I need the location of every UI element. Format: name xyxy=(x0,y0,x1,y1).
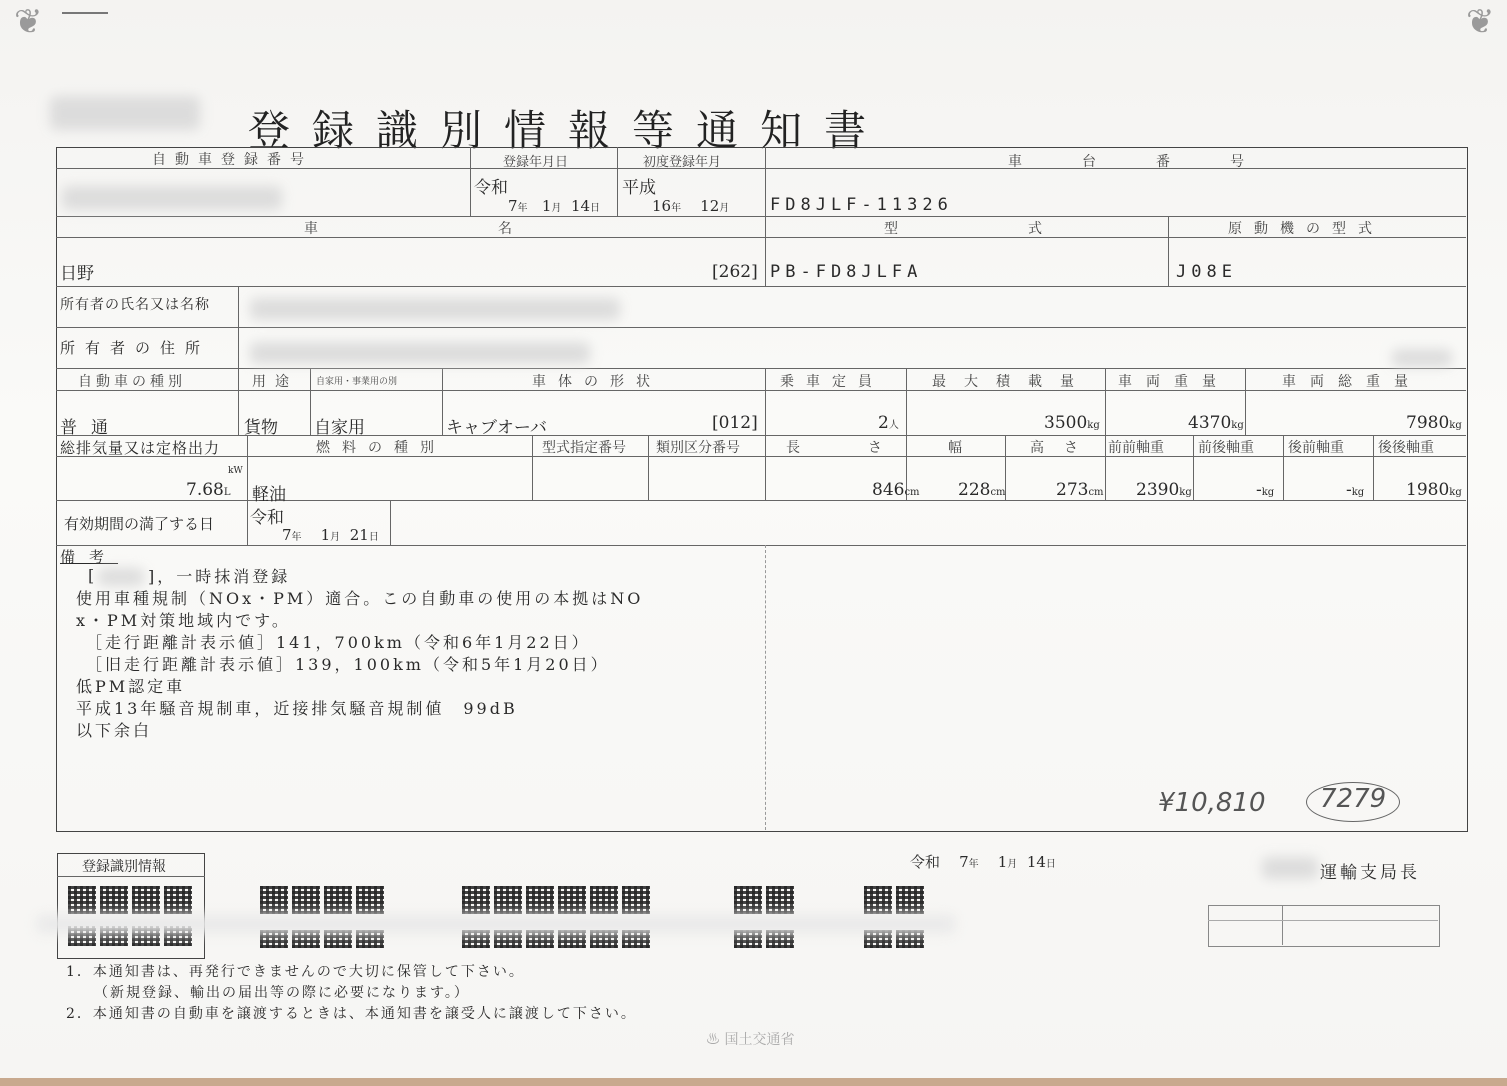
header-rr-axle: 後後軸重 xyxy=(1378,440,1434,456)
fr-axle-number: - xyxy=(1256,480,1262,500)
reg-era: 令和 xyxy=(474,178,508,198)
qr-code-icon xyxy=(292,886,320,914)
rr-axle-number: 1980 xyxy=(1406,480,1450,500)
header-capacity: 乗車定員 xyxy=(780,374,884,390)
displacement-number: 7.68 xyxy=(186,480,224,500)
body-code-value: [012] xyxy=(712,413,758,433)
issue-day: 14 xyxy=(1026,853,1046,871)
header-use: 用途 xyxy=(252,374,298,390)
redacted-area xyxy=(1392,349,1452,367)
remarks-line: x・PM対策地域内です。 xyxy=(76,611,291,630)
private-business-value: 自家用 xyxy=(314,418,365,438)
rf-axle-value xyxy=(1346,480,1364,500)
header-height-2: さ xyxy=(1064,440,1087,456)
unit: 年 xyxy=(517,203,528,214)
expiry-month: 1 xyxy=(320,526,331,544)
qr-code-icon xyxy=(526,886,554,914)
qr-code-icon xyxy=(590,886,618,914)
remarks-line: 平成13年騒音規制車，近接排気騒音規制値 99dB xyxy=(76,699,518,718)
unit: 日 xyxy=(590,203,601,214)
header-gross-weight: 車両総重量 xyxy=(1282,374,1422,390)
redacted-area xyxy=(250,298,620,320)
model-value: PB-FD8JLFA xyxy=(770,262,923,282)
ff-axle-number: 2390 xyxy=(1136,480,1180,500)
use-value: 貨物 xyxy=(244,418,278,438)
corner-line xyxy=(62,12,108,14)
redacted-area xyxy=(50,96,200,130)
unit: 日 xyxy=(368,532,379,543)
reg-day: 14 xyxy=(570,197,591,215)
unit: kg xyxy=(1231,420,1244,431)
issue-era: 令和 xyxy=(910,853,941,871)
unit: 月 xyxy=(719,203,730,214)
rf-axle-number: - xyxy=(1346,480,1352,500)
qr-code-icon xyxy=(164,886,192,914)
qr-code-icon xyxy=(558,886,586,914)
unit: 年 xyxy=(968,859,979,870)
header-expiry: 有効期間の満了する日 xyxy=(64,515,215,533)
reg-month: 1 xyxy=(541,197,552,215)
first-year: 16 xyxy=(652,197,672,215)
remarks-line: ［走行距離計表示値］141，700km（令和6年1月22日） xyxy=(86,633,591,652)
unit: kg xyxy=(1449,487,1462,498)
header-rf-axle: 後前軸重 xyxy=(1288,440,1344,456)
unit: 月 xyxy=(330,532,341,543)
rr-axle-value xyxy=(1406,480,1462,500)
qr-code-icon xyxy=(356,886,384,914)
header-category-no: 類別区分番号 xyxy=(656,440,740,456)
remarks-line: 低PM認定車 xyxy=(76,677,186,696)
expiry-year: 7 xyxy=(282,526,292,544)
displacement-value xyxy=(186,480,231,500)
unit: kg xyxy=(1351,487,1365,498)
note-line: 2．本通知書の自動車を譲渡するときは、本通知書を譲受人に譲渡して下さい。 xyxy=(66,1006,637,1022)
header-body-shape: 車体の形状 xyxy=(532,374,662,390)
unit: kg xyxy=(1087,420,1100,431)
unit: cm xyxy=(904,487,920,498)
unit: 月 xyxy=(1007,859,1018,870)
qr-code-icon xyxy=(462,886,490,914)
width-number: 228 xyxy=(958,480,991,500)
header-vehicle-weight: 車両重量 xyxy=(1118,374,1230,390)
chassis-no-value: FD8JLF-11326 xyxy=(770,195,953,215)
header-car-name: 車名 xyxy=(304,221,692,237)
car-name-value: 日野 xyxy=(60,264,94,284)
qr-code-icon xyxy=(68,886,96,914)
gross-weight-number: 7980 xyxy=(1406,413,1450,433)
qr-code-icon xyxy=(734,886,762,914)
ministry-logo-icon: ♨ xyxy=(706,1032,720,1048)
ministry-logo xyxy=(706,1029,794,1049)
header-type-designation: 型式指定番号 xyxy=(542,440,626,456)
note-line: （新規登録、輸出の届出等の際に必要になります。） xyxy=(94,985,470,1001)
note-line: 1．本通知書は、再発行できませんので大切に保管して下さい。 xyxy=(66,964,525,980)
header-height: 高 xyxy=(1030,440,1053,456)
max-load-value xyxy=(1044,413,1100,433)
document-title: 登録識別情報等通知書 xyxy=(248,106,889,155)
header-chassis-no: 車台番号 xyxy=(1008,154,1304,170)
capacity-value xyxy=(878,413,899,433)
header-first-reg: 初度登録年月 xyxy=(643,155,722,170)
fuel-value: 軽油 xyxy=(252,485,286,505)
bottom-edge xyxy=(0,1078,1507,1086)
vehicle-weight-number: 4370 xyxy=(1188,413,1232,433)
header-max-load: 最大積載量 xyxy=(932,374,1092,390)
ornament-icon: ❦ xyxy=(14,2,43,42)
header-reg-date: 登録年月日 xyxy=(503,155,569,170)
header-fr-axle: 前後軸重 xyxy=(1198,440,1254,456)
car-code-value: [262] xyxy=(712,262,758,282)
stamp-box xyxy=(1208,905,1440,947)
fr-axle-value xyxy=(1256,480,1274,500)
qr-code-icon xyxy=(494,886,522,914)
unit: cm xyxy=(1088,487,1104,498)
remarks-bracket: [ xyxy=(88,566,95,585)
height-value xyxy=(1056,480,1104,500)
qr-code-icon xyxy=(864,886,892,914)
redacted-area xyxy=(36,914,956,934)
ornament-icon: ❦ xyxy=(1466,2,1495,42)
unit: 月 xyxy=(551,203,562,214)
expiry-era: 令和 xyxy=(250,508,284,528)
header-reg-number: 自動車登録番号 xyxy=(152,152,313,168)
header-owner-name: 所有者の氏名又は名称 xyxy=(60,297,210,313)
unit: cm xyxy=(990,487,1006,498)
unit: kg xyxy=(1261,487,1275,498)
issuing-office: 運輸支局長 xyxy=(1320,863,1420,883)
redacted-area xyxy=(1262,857,1318,879)
handwritten-fee: ¥10,810 xyxy=(1158,788,1266,818)
qr-code-icon xyxy=(896,886,924,914)
header-owner-address: 所有者の住所 xyxy=(60,339,211,357)
remarks-line: ［旧走行距離計表示値］139，100km（令和5年1月20日） xyxy=(86,655,610,674)
vehicle-weight-value xyxy=(1188,413,1244,433)
qr-code-icon xyxy=(100,886,128,914)
body-shape-value: キャブオーバ xyxy=(446,418,547,438)
header-length-2: さ xyxy=(868,440,891,456)
qr-code-icon xyxy=(766,886,794,914)
reg-year: 7 xyxy=(508,197,518,215)
header-fuel: 燃料の種別 xyxy=(316,440,446,456)
first-month: 12 xyxy=(700,197,720,215)
qr-label: 登録識別情報 xyxy=(82,859,166,875)
issue-month: 1 xyxy=(997,853,1008,871)
unit: 人 xyxy=(888,420,899,431)
qr-code-icon xyxy=(132,886,160,914)
vehicle-kind-value: 普通 xyxy=(60,418,122,438)
header-model: 型式 xyxy=(884,221,1172,237)
qr-code-icon xyxy=(622,886,650,914)
height-number: 273 xyxy=(1056,480,1089,500)
redacted-area xyxy=(250,342,590,364)
header-width: 幅 xyxy=(948,440,971,456)
unit-kw: kW xyxy=(228,466,243,476)
gross-weight-value xyxy=(1406,413,1462,433)
remarks-list xyxy=(76,566,643,742)
issue-year: 7 xyxy=(959,853,969,871)
width-value xyxy=(958,480,1006,500)
engine-model-value: J08E xyxy=(1176,262,1237,282)
capacity-number: 2 xyxy=(878,413,889,433)
first-era: 平成 xyxy=(622,178,656,198)
expiry-day: 21 xyxy=(349,526,369,544)
unit: 年 xyxy=(671,203,682,214)
qr-code-icon xyxy=(260,886,288,914)
remarks-line: 以下余白 xyxy=(76,721,153,740)
unit: kg xyxy=(1179,487,1192,498)
unit: 日 xyxy=(1045,859,1056,870)
unit: 年 xyxy=(291,532,302,543)
reg-date-value xyxy=(508,197,600,215)
max-load-number: 3500 xyxy=(1044,413,1088,433)
remarks-line: ]，一時抹消登録 xyxy=(148,567,291,586)
header-vehicle-kind: 自動車の種別 xyxy=(78,374,186,390)
header-ff-axle: 前前軸重 xyxy=(1108,440,1164,456)
length-value xyxy=(872,480,920,500)
header-remarks: 備考 xyxy=(60,548,119,566)
first-reg-value xyxy=(652,197,729,215)
header-private-business: 自家用・事業用の別 xyxy=(316,377,398,387)
ministry-name: 国土交通省 xyxy=(724,1032,795,1048)
header-displacement: 総排気量又は定格出力 xyxy=(60,439,221,457)
header-length: 長 xyxy=(786,440,809,456)
expiry-date-value xyxy=(282,526,379,544)
ff-axle-value xyxy=(1136,480,1192,500)
redacted-area xyxy=(62,186,282,210)
length-number: 846 xyxy=(872,480,905,500)
footer-notes xyxy=(66,962,637,1025)
header-engine-model: 原動機の型式 xyxy=(1228,221,1384,237)
qr-code-icon xyxy=(324,886,352,914)
handwritten-circled: 7279 xyxy=(1320,784,1387,814)
remarks-line: 使用車種規制（NOx・PM）適合。この自動車の使用の本拠はNO xyxy=(76,589,644,608)
issue-date xyxy=(910,851,1056,872)
unit: L xyxy=(223,487,231,498)
unit: kg xyxy=(1449,420,1462,431)
